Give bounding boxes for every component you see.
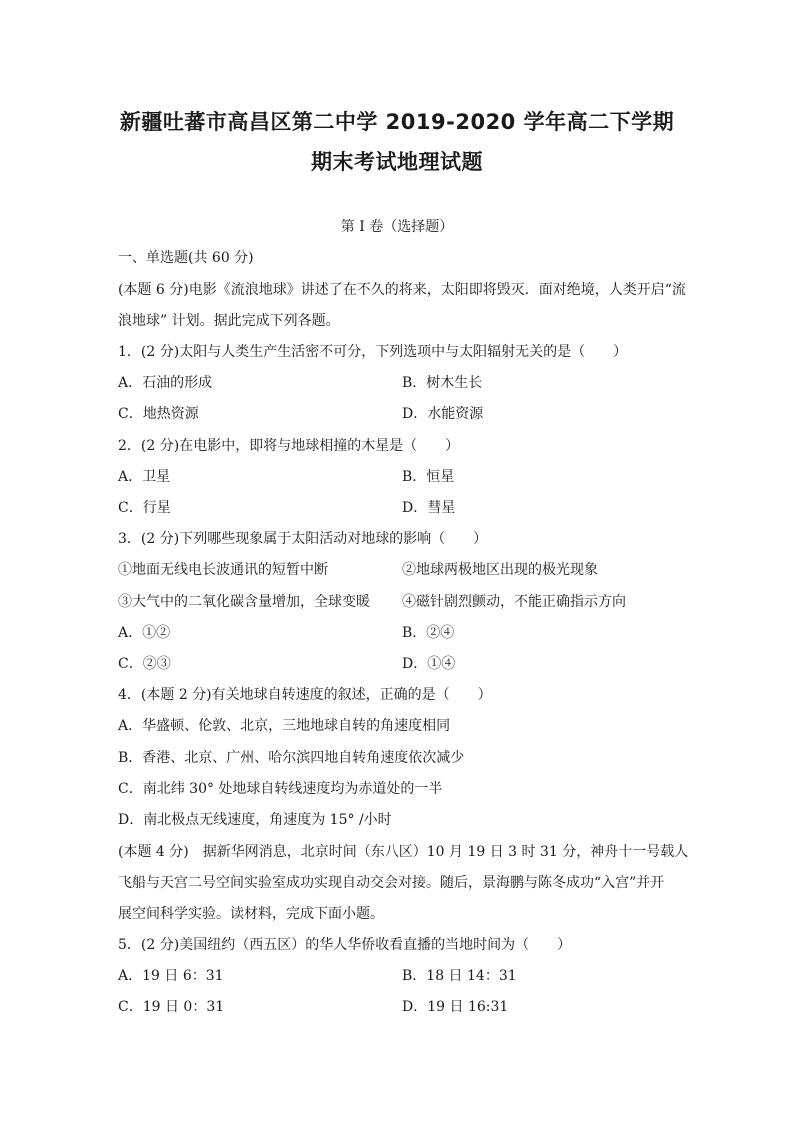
q2-stem: 2．(2 分)在电影中，即将与地球相撞的木星是（ ） (118, 438, 460, 454)
q2-option-d: D．彗星 (402, 500, 456, 516)
part-heading: 一、单选题(共 60 分) (118, 250, 254, 266)
q5-option-b: B．18 日 14：31 (402, 968, 517, 984)
document-title-line2: 期末考试地理试题 (311, 150, 483, 174)
intro2-line3: 展空间科学实验。读材料，完成下面小题。 (118, 906, 384, 922)
q1-option-a: A．石油的形成 (118, 375, 213, 391)
q5-stem: 5．(2 分)美国纽约（西五区）的华人华侨收看直播的当地时间为（ ） (118, 937, 572, 953)
q5-option-d: D．19 日 16:31 (402, 999, 509, 1015)
section-heading: 第 I 卷（选择题） (340, 219, 454, 235)
q1-stem: 1．(2 分)太阳与人类生产生活密不可分，下列选项中与太阳辐射无关的是（ ） (118, 344, 628, 360)
q3-statement-2: ②地球两极地区出现的极光现象 (402, 562, 598, 578)
q4-option-b: B．香港、北京、广州、哈尔滨四地自转角速度依次减少 (118, 750, 465, 766)
q1-option-c: C．地热资源 (118, 406, 199, 422)
q3-option-d: D．①④ (402, 656, 456, 672)
q3-stem: 3．(2 分)下列哪些现象属于太阳活动对地球的影响（ ） (118, 531, 488, 547)
q2-option-b: B．恒星 (402, 469, 455, 485)
document-title-line1: 新疆吐蕃市高昌区第二中学 2019-2020 学年高二下学期 (119, 110, 675, 134)
q3-statement-3: ③大气中的二氧化碳含量增加，全球变暖 (118, 594, 370, 610)
q3-statement-4: ④磁针剧烈颤动，不能正确指示方向 (402, 594, 626, 610)
intro1-line2: 浪地球” 计划。据此完成下列各题。 (118, 313, 340, 329)
q5-option-c: C．19 日 0：31 (118, 999, 225, 1015)
q3-option-a: A．①② (118, 625, 171, 641)
q4-option-a: A．华盛顿、伦敦、北京，三地地球自转的角速度相同 (118, 718, 451, 734)
q4-option-d: D．南北极点无线速度，角速度为 15° /小时 (118, 812, 392, 828)
q2-option-a: A．卫星 (118, 469, 171, 485)
q5-option-a: A．19 日 6：31 (118, 968, 224, 984)
intro2-line2: 飞船与天宫二号空间实验室成功实现自动交会对接。随后，景海鹏与陈冬成功“入宫”并开 (118, 875, 665, 891)
q4-stem: 4．(本题 2 分)有关地球自转速度的叙述，正确的是（ ） (118, 687, 492, 703)
q1-option-b: B．树木生长 (402, 375, 483, 391)
intro2-line1: (本题 4 分) 据新华网消息，北京时间（东八区）10 月 19 日 3 时 31 分，神舟十一号载人 (118, 844, 689, 860)
q4-option-c: C．南北纬 30° 处地球自转线速度均为赤道处的一半 (118, 781, 443, 797)
intro1-line1: (本题 6 分)电影《流浪地球》讲述了在不久的将来，太阳即将毁灭．面对绝境，人类开启“流 (118, 282, 686, 298)
q3-statement-1: ①地面无线电长波通讯的短暂中断 (118, 562, 328, 578)
q1-option-d: D．水能资源 (402, 406, 484, 422)
q3-option-c: C．②③ (118, 656, 171, 672)
q3-option-b: B．②④ (402, 625, 455, 641)
q2-option-c: C．行星 (118, 500, 171, 516)
